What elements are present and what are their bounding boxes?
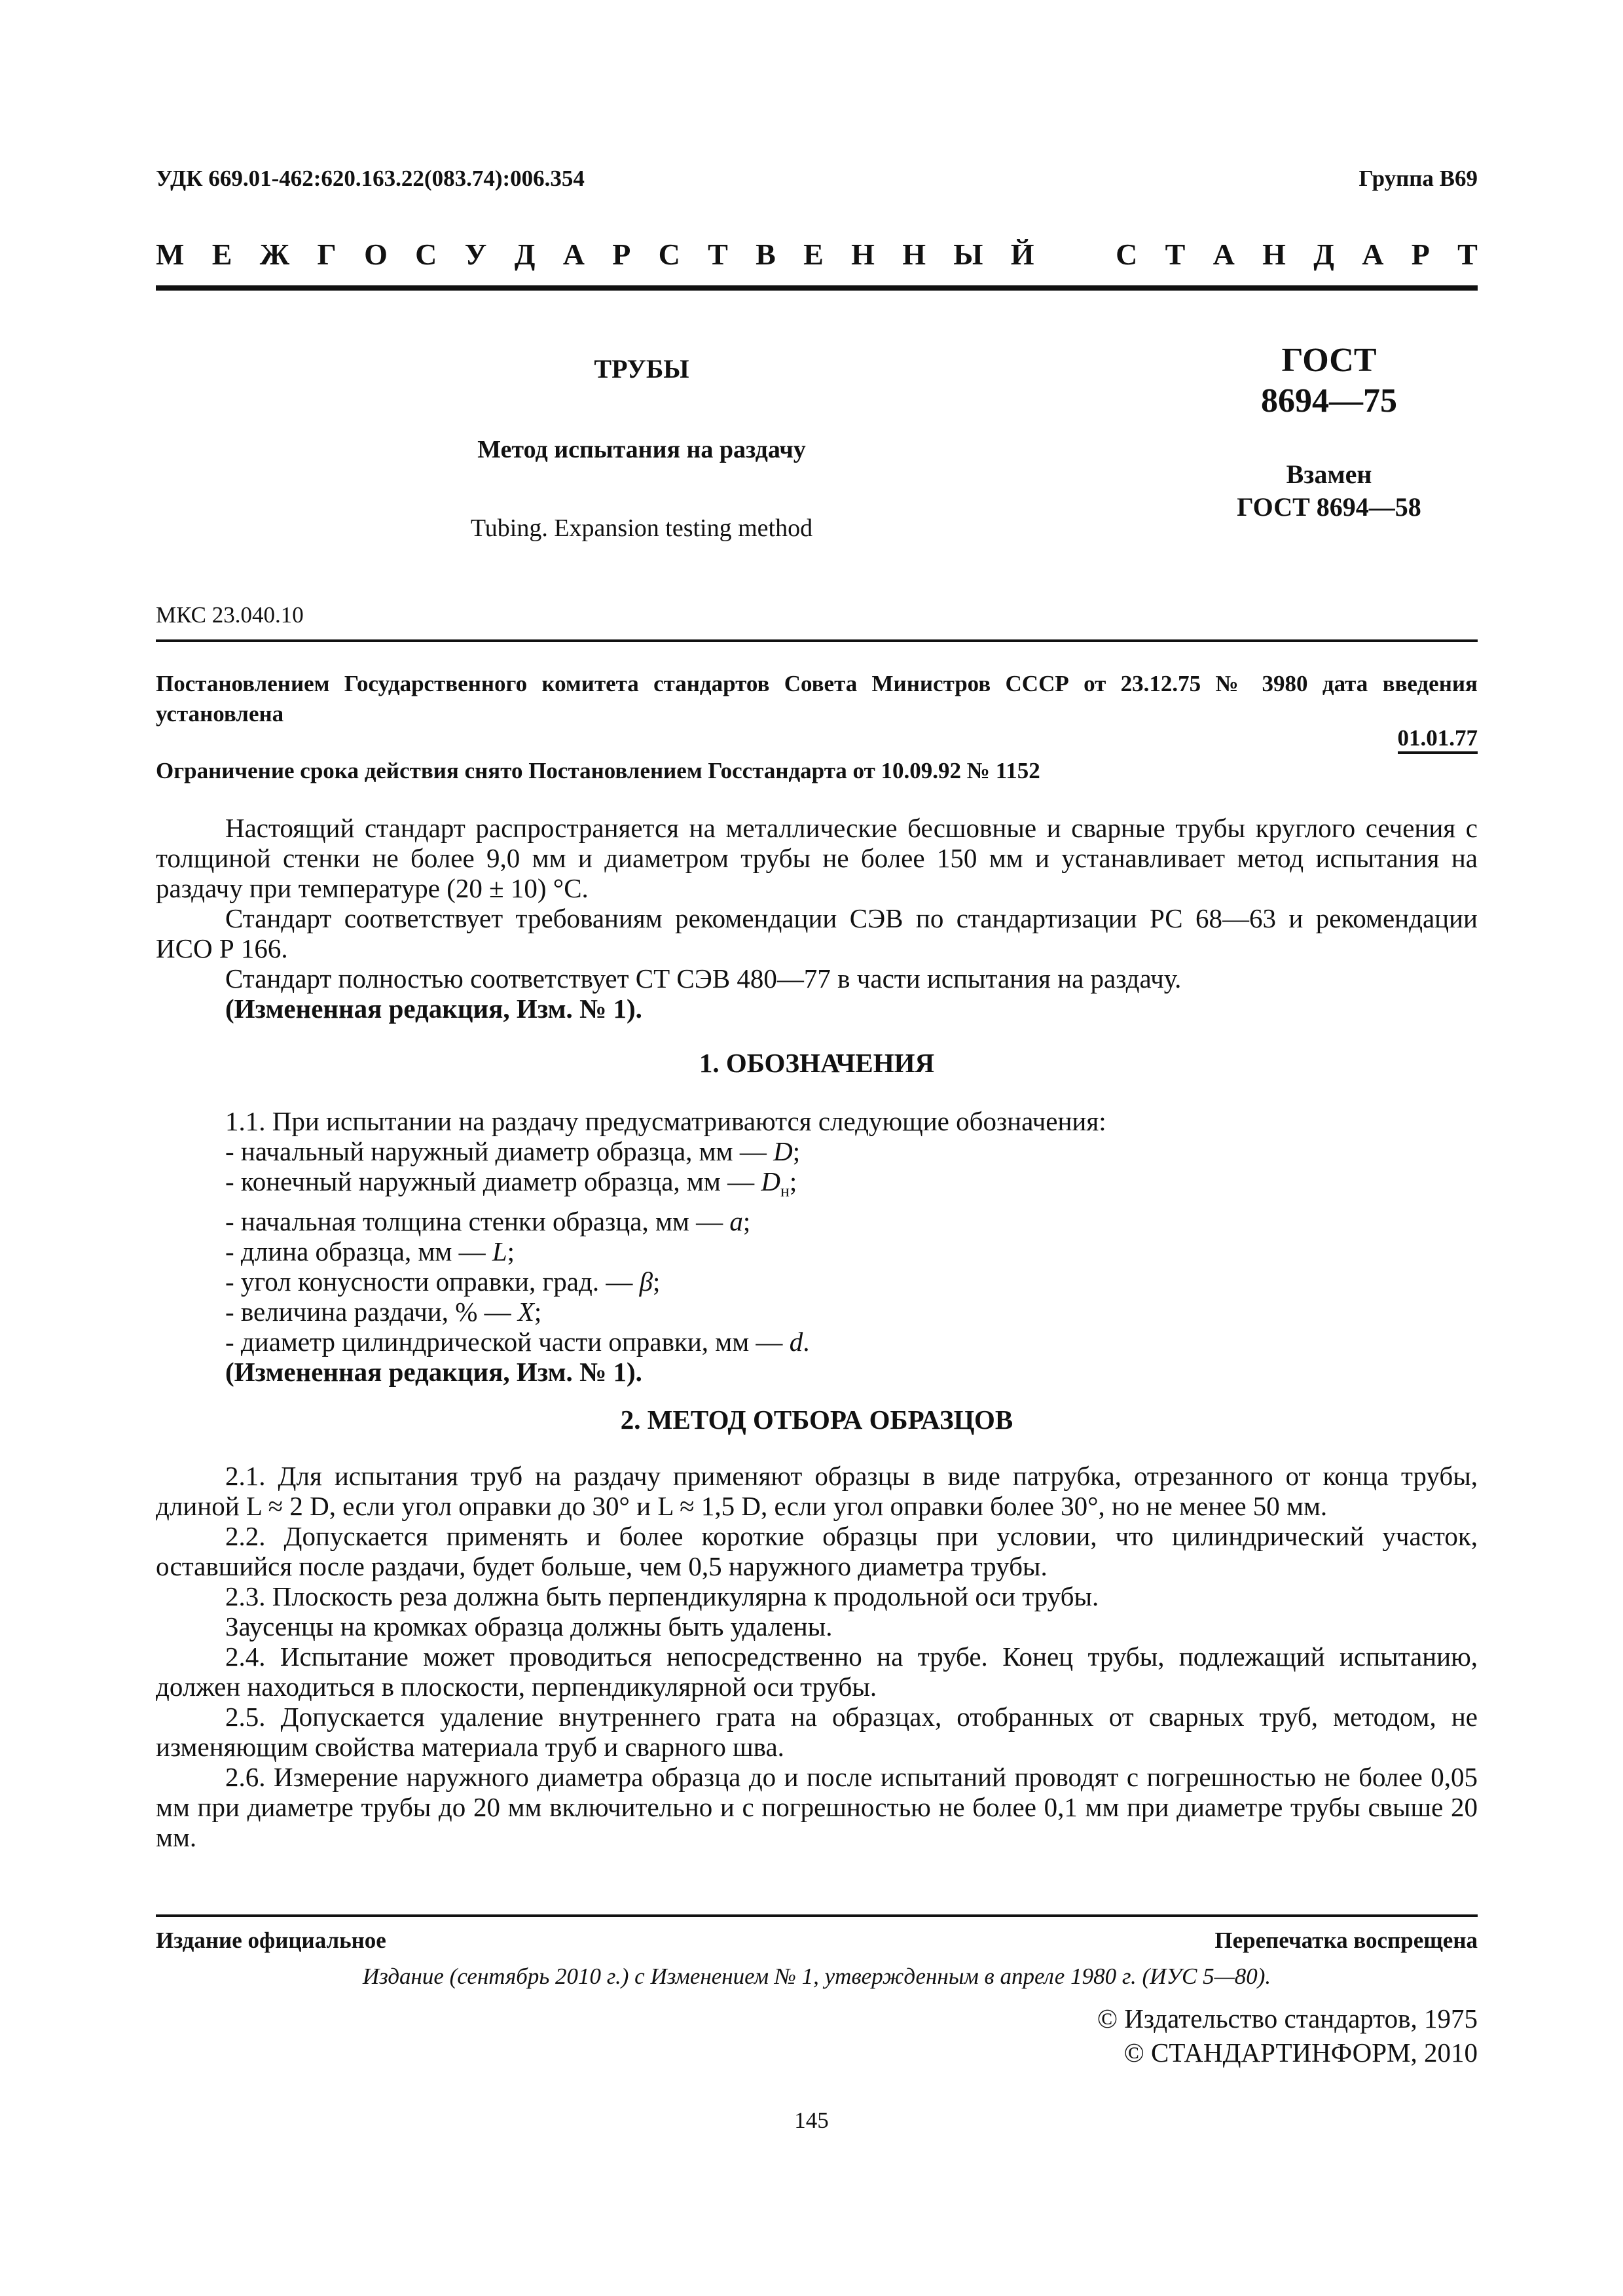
banner-letter: Д [1313,238,1334,271]
banner-gap [1062,237,1088,272]
banner-letter: А [1362,238,1384,271]
top-rule [156,285,1478,291]
banner-letter: Р [1411,238,1430,271]
designation-item: - начальный наружный диаметр образца, мм — D; [225,1136,801,1166]
banner-letter: Г [317,238,337,271]
intro-block [156,813,1478,1024]
section-heading: 2. МЕТОД ОТБОРА ОБРАЗЦОВ [620,1405,1013,1435]
designation-symbol: D [761,1166,780,1196]
clause-2-5: 2.5. Допускается удаление внутреннего грата на образцах, отобранных от сварных труб, методом, не изменяющим свойства материала труб и сварного шва. [156,1702,1478,1762]
mks-code: МКС 23.040.10 [156,602,304,628]
designation-symbol: X [517,1297,534,1327]
gost-number: 8694—75 [1261,382,1397,420]
section-heading: 1. ОБОЗНАЧЕНИЯ [699,1048,935,1078]
banner-letter: В [756,238,776,271]
designation-item: - начальная толщина стенки образца, мм — a; [225,1206,751,1237]
banner-letter: Т [1165,238,1186,271]
edition-note: Издание (сентябрь 2010 г.) с Изменением № 1, утвержденным в апреле 1980 г. (ИУС 5—80). [362,1964,1271,1989]
designation-symbol: D [773,1136,793,1166]
clause-2-4: 2.4. Испытание может проводиться непосредственно на трубе. Конец трубы, подлежащий испытанию, должен находиться в плоскости, перпендикулярной оси трубы. [156,1641,1478,1702]
banner-letter: С [658,238,680,271]
reprint-prohibited-label: Перепечатка воспрещена [1214,1928,1478,1953]
clause-2-1: 2.1. Для испытания труб на раздачу применяют образцы в виде патрубка, отрезанного от конца трубы, длиной L ≈ 2 D, если угол оправки до 30° и L ≈ 1,5 D, если угол оправки более 30°, но не менее 50 мм. [156,1461,1478,1521]
banner-letter: Ж [259,238,290,271]
designation-subscript: н [780,1181,790,1201]
intro-paragraph: Стандарт полностью соответствует СТ СЭВ 480—77 в части испытания на раздачу. [225,963,1182,994]
designation-item: - длина образца, мм — L; [225,1236,515,1267]
banner-letter: У [464,238,487,271]
decree-text: Постановлением Государственного комитета стандартов Совета Министров СССР от 23.12.75 № 3980 дата введения установлена [156,671,1478,726]
banner-letter: Т [1457,238,1478,271]
document-title: ТРУБЫ [594,354,689,384]
banner-letter: Н [902,238,926,271]
clause-2-2: 2.2. Допускается применять и более короткие образцы при условии, что цилиндрический участок, оставшийся после раздачи, будет больше, чем 0,5 наружного диаметра трубы. [156,1521,1478,1581]
clause-2-6: 2.6. Измерение наружного диаметра образца до и после испытаний проводят с погрешностью не более 0,05 мм при диаметре трубы до 20 мм включительно и с погрешностью не более 0,1 мм при диаметре трубы свыше 20 мм. [156,1762,1478,1852]
designation-item: - величина раздачи, % — X; [225,1297,542,1327]
clause-2-3: 2.3. Плоскость реза должна быть перпендикулярна к продольной оси трубы. [225,1581,1099,1611]
replaced-standard: ГОСТ 8694—58 [1237,492,1421,522]
designation-item: - конечный наружный диаметр образца, мм — $D_н$; [225,1166,797,1201]
banner-letter: Й [1010,238,1034,271]
document-subtitle: Метод испытания на раздачу [477,436,806,463]
banner-letter: Т [708,238,728,271]
designation-symbol: d [789,1327,803,1357]
page-number: 145 [794,2108,829,2133]
udk-code: УДК 669.01-462:620.163.22(083.74):006.354 [156,166,585,191]
section2-block [156,1461,1478,1852]
banner-letter: Е [803,238,824,271]
designation-list [156,1136,1478,1357]
banner-letter: Н [1262,238,1286,271]
section1-intro: 1.1. При испытании на раздачу предусматриваются следующие обозначения: [225,1106,1106,1136]
intro-paragraph: Стандарт соответствует требованиям рекомендации СЭВ по стандартизации РС 68—63 и рекомендации ИСО Р 166. [156,903,1478,963]
replaces-label: Взамен [1286,459,1372,489]
copyright-line: © Издательство стандартов, 1975 [1097,2003,1478,2034]
banner-letter: Р [612,238,631,271]
limitation-note: Ограничение срока действия снято Постановлением Госстандарта от 10.09.92 № 1152 [156,758,1040,783]
designation-symbol: a [729,1206,743,1237]
introduction-date: 01.01.77 [1398,725,1478,754]
banner-letter: М [156,238,185,271]
banner-letter: А [1213,238,1235,271]
banner-letter: О [364,238,388,271]
gost-label: ГОСТ [1281,342,1377,379]
standard-banner [156,237,1478,272]
footer-rule [156,1914,1478,1917]
section1-block [156,1106,1478,1387]
banner-letter: А [562,238,585,271]
banner-letter: С [415,238,437,271]
designation-symbol: L [492,1236,507,1267]
designation-item: - диаметр цилиндрической части оправки, мм — d. [225,1327,810,1357]
mid-rule [156,639,1478,642]
designation-symbol: β [639,1266,653,1297]
banner-letter: Ы [953,238,983,271]
group-code: Группа В69 [1359,166,1478,191]
banner-letter: Е [211,238,232,271]
official-edition-label: Издание официальное [156,1928,386,1953]
banner-letter: С [1116,238,1138,271]
copyright-line: © СТАНДАРТИНФОРМ, 2010 [1123,2037,1478,2068]
amendment-note: (Измененная редакция, Изм. № 1). [225,1357,642,1388]
banner-letter: Д [514,238,536,271]
amendment-note: (Измененная редакция, Изм. № 1). [225,994,642,1024]
banner-letter: Н [851,238,875,271]
designation-item: - угол конусности оправки, град. — β; [225,1266,661,1297]
intro-paragraph: Настоящий стандарт распространяется на металлические бесшовные и сварные трубы круглого сечения с толщиной стенки не более 9,0 мм и диаметром трубы не более 150 мм и устанавливает метод испытания на раздачу при температуре (20 ± 10) °С. [156,813,1478,903]
english-title: Tubing. Expansion testing method [470,514,813,542]
clause-2-3-continued: Заусенцы на кромках образца должны быть удалены. [225,1611,833,1641]
